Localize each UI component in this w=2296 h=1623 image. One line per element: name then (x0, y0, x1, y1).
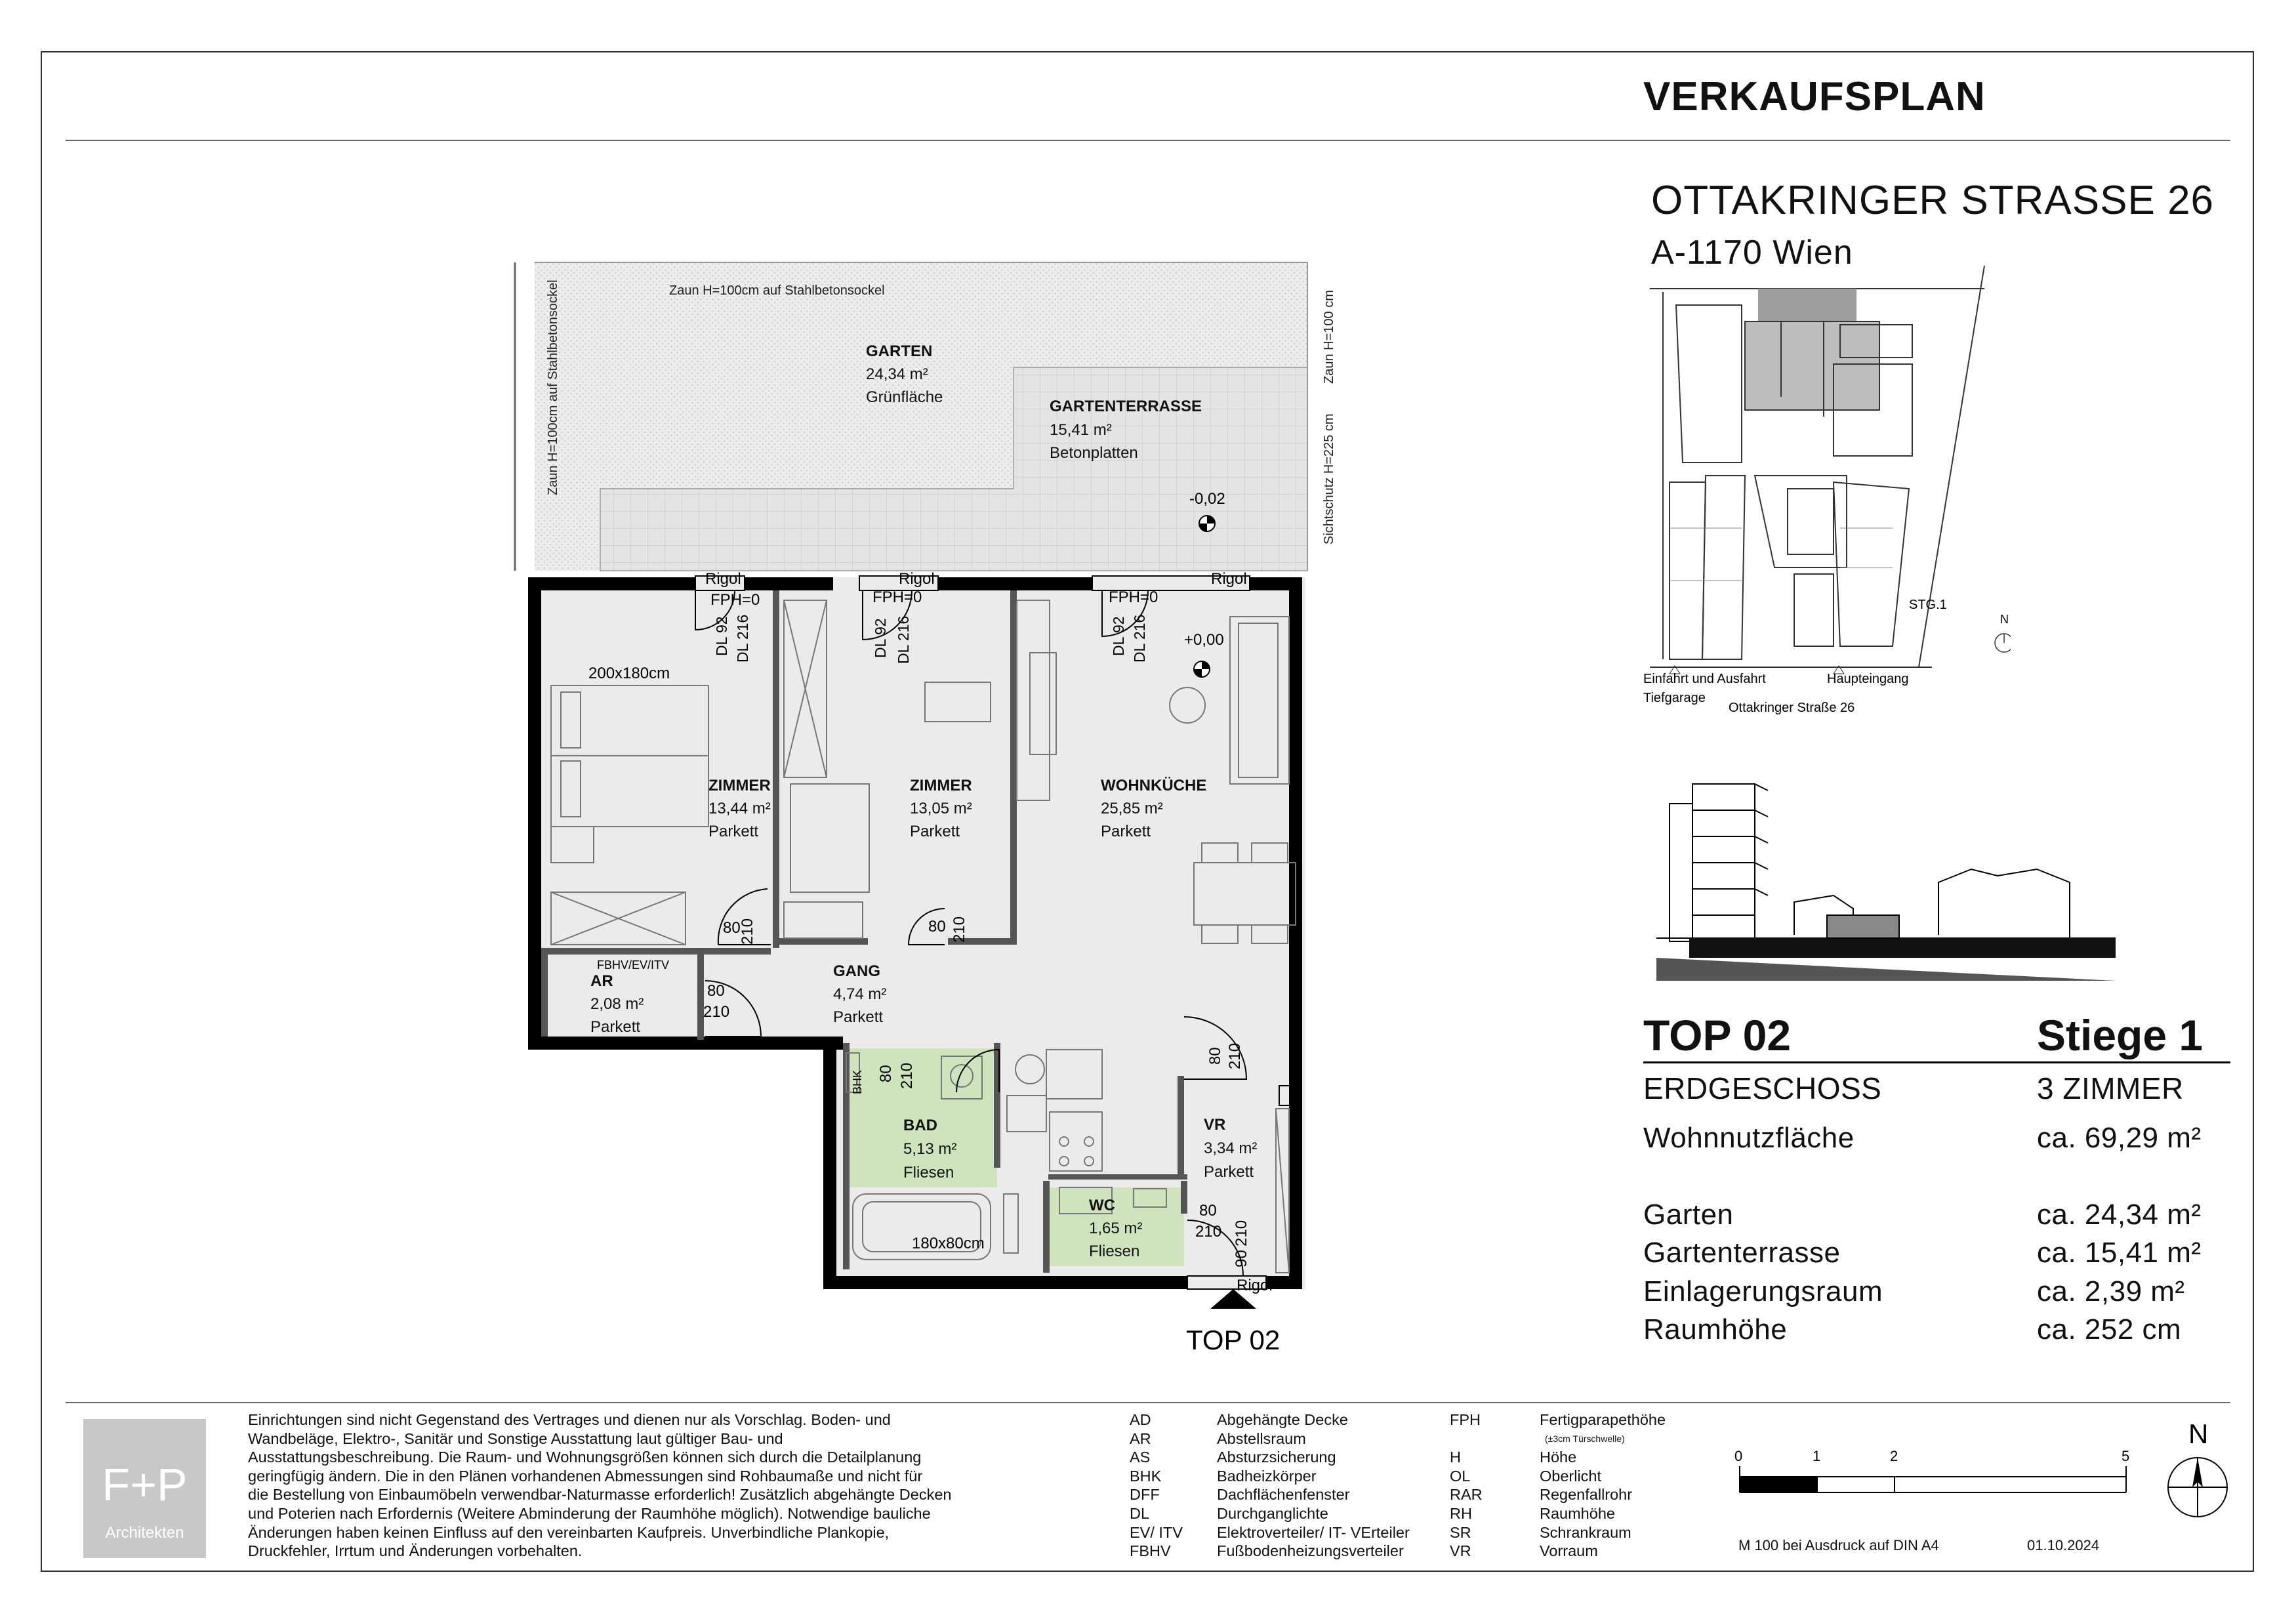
scale-tick: 0 (1734, 1448, 1743, 1464)
door-height: 210 (739, 918, 756, 945)
scale-tick: 1 (1813, 1448, 1821, 1464)
extra-terrace-label: Gartenterrasse (1643, 1237, 1841, 1269)
scale-tick: 5 (2122, 1448, 2130, 1464)
plan-date: 01.10.2024 (2027, 1537, 2100, 1553)
extra-storage-value: ca. 2,39 m² (2037, 1275, 2185, 1307)
svg-text:ZIMMER: ZIMMER (910, 777, 972, 794)
address-street: OTTAKRINGER STRASSE 26 (1651, 178, 2215, 223)
scale-bar (1725, 1440, 2152, 1499)
svg-text:13,05 m²: 13,05 m² (910, 800, 972, 817)
dl-width: DL 92 (872, 618, 889, 658)
svg-text:GANG: GANG (833, 962, 880, 980)
door-height: 210 (1233, 1220, 1250, 1246)
door-width: 80 (707, 982, 725, 1000)
door-width: 80 (928, 918, 946, 935)
svg-text:AR: AR (590, 972, 613, 990)
legal-line: Wandbeläge, Elektro-, Sanitär und Sonstige Ausstattung laut gültiger Bau- und (248, 1429, 783, 1447)
legal-line: Ausstattungsbeschreibung. Die Raum- und Wohnungsgrößen können sich durch die Detailplanung (248, 1448, 922, 1466)
fph-label: FPH=0 (710, 591, 760, 609)
door-width: 80 (723, 919, 741, 937)
dl-height: DL 216 (895, 615, 912, 664)
door-height: 210 (951, 916, 968, 943)
unit-floor: ERDGESCHOSS (1643, 1071, 1882, 1105)
door-height: 210 (898, 1062, 916, 1089)
site-main-entrance-label: Haupteingang (1827, 672, 1909, 686)
legend-abbr-col1: AD AR AS BHK DFF DL EV/ ITV FBHV (1130, 1411, 1183, 1560)
legal-line: Einrichtungen sind nicht Gegenstand des Vertrages und dienen nur als Vorschlag. Boden- und (248, 1411, 891, 1428)
legal-line: die Bestellung von Einbaumöbeln verwendbar-Naturmasse erforderlich! Zusätzlich abgehängte Decken (248, 1486, 952, 1504)
svg-text:GARTEN: GARTEN (866, 342, 933, 360)
rigol-label: Rigol (1237, 1277, 1273, 1294)
extra-terrace-value: ca. 15,41 m² (2037, 1237, 2202, 1269)
logo-subtitle: Architekten (105, 1524, 184, 1542)
svg-text:Fliesen: Fliesen (903, 1164, 954, 1181)
company-logo (83, 1419, 206, 1558)
door-width: 90 (1233, 1250, 1250, 1267)
legal-line: und Poterien nach Erfordernis (Weitere Abminderung der Raumhöhe möglich). Notwendige bauliche (248, 1504, 931, 1522)
svg-text:Parkett: Parkett (1101, 823, 1151, 840)
site-street-label: Ottakringer Straße 26 (1729, 701, 1855, 715)
door-height: 210 (1195, 1223, 1222, 1241)
svg-text:24,34 m²: 24,34 m² (866, 365, 928, 383)
svg-text:4,74 m²: 4,74 m² (833, 985, 887, 1003)
svg-text:5,13 m²: 5,13 m² (903, 1140, 957, 1158)
bed-size: 200x180cm (588, 665, 670, 682)
site-garage-label-1: Einfahrt und Ausfahrt (1643, 672, 1766, 686)
svg-text:25,85 m²: 25,85 m² (1101, 800, 1163, 817)
logo-text: F+P (102, 1459, 188, 1510)
svg-text:1,65 m²: 1,65 m² (1089, 1220, 1143, 1237)
extra-storage-label: Einlagerungsraum (1643, 1275, 1883, 1307)
svg-text:Parkett: Parkett (910, 823, 960, 840)
svg-text:3,34 m²: 3,34 m² (1204, 1140, 1258, 1157)
site-stg-label: STG.1 (1909, 598, 1947, 612)
building-section (1643, 771, 2142, 987)
dl-width: DL 92 (713, 616, 730, 656)
unit-stair: Stiege 1 (2037, 1011, 2204, 1059)
svg-text:WOHNKÜCHE: WOHNKÜCHE (1101, 777, 1207, 794)
dl-height: DL 216 (734, 614, 751, 663)
unit-label: TOP 02 (1186, 1325, 1281, 1355)
living-area-label: Wohnnutzfläche (1643, 1122, 1855, 1154)
legal-disclaimer (248, 1410, 983, 1561)
bhk-label: BHK (851, 1069, 864, 1094)
legend-abbr-col2: FPH H OL RAR RH SR VR (1450, 1411, 1483, 1560)
rigol-label: Rigol (705, 570, 741, 588)
svg-text:Parkett: Parkett (590, 1018, 641, 1036)
site-north-label: N (2000, 613, 2009, 626)
legend-desc-col2: Fertigparapethöhe (±3cm Türschwelle) Höhe Oberlicht Regenfallrohr Raumhöhe Schrankraum Vorraum (1540, 1411, 1666, 1560)
fph-label: FPH=0 (872, 588, 922, 606)
extra-height-label: Raumhöhe (1643, 1313, 1788, 1346)
door-height: 210 (1226, 1042, 1244, 1069)
svg-text:VR: VR (1204, 1116, 1226, 1134)
level-garden: -0,02 (1189, 490, 1225, 508)
extra-height-value: ca. 252 cm (2037, 1313, 2182, 1346)
svg-text:Parkett: Parkett (1204, 1163, 1254, 1181)
legal-line: Änderungen haben keinen Einfluss auf den vereinbarten Kaufpreis. Unverbindliche Plankopie, (248, 1523, 890, 1541)
door-width: 80 (1199, 1202, 1217, 1220)
fence-left-text: Zaun H=100cm auf Stahlbetonsockel (546, 279, 560, 495)
extra-garden-value: ca. 24,34 m² (2037, 1199, 2202, 1231)
north-label: N (2188, 1418, 2209, 1449)
svg-text:GARTENTERRASSE: GARTENTERRASSE (1050, 398, 1202, 415)
svg-text:Parkett: Parkett (708, 823, 759, 840)
page-title: VERKAUFSPLAN (1643, 74, 1986, 119)
rigol-label: Rigol (1211, 570, 1247, 588)
svg-text:Betonplatten: Betonplatten (1050, 444, 1138, 462)
unit-underline (1643, 1061, 2230, 1063)
living-area-value: ca. 69,29 m² (2037, 1122, 2202, 1154)
fph-label: FPH=0 (1109, 588, 1158, 606)
fbhv-label: FBHV/EV/ITV (597, 958, 670, 972)
level-interior: +0,00 (1184, 631, 1224, 649)
fence-right-text: Zaun H=100 cm (1322, 290, 1336, 384)
privacy-right-text: Sichtschutz H=225 cm (1322, 413, 1336, 544)
svg-text:Fliesen: Fliesen (1089, 1243, 1140, 1260)
room-hallway (833, 962, 886, 1026)
garden-area (515, 262, 1307, 571)
unit-top: TOP 02 (1643, 1011, 1792, 1059)
svg-text:ZIMMER: ZIMMER (708, 777, 771, 794)
legal-line: geringfügig ändern. Die in den Plänen vorhandenen Abmessungen sind Rohbaumaße und nicht für (248, 1467, 923, 1485)
fence-top-text: Zaun H=100cm auf Stahlbetonsockel (669, 283, 885, 298)
door-width: 80 (877, 1065, 895, 1082)
unit-rooms-count: 3 ZIMMER (2037, 1071, 2184, 1105)
legend-desc-col1: Abgehängte Decke Abstellsraum Absturzsicherung Badheizkörper Dachflächenfenster Durchganglichte Elektroverteiler/ IT- VErteiler Fußbodenheizungsverteiler (1217, 1411, 1410, 1560)
address-city: A-1170 Wien (1651, 234, 1853, 272)
svg-text:15,41 m²: 15,41 m² (1050, 421, 1112, 439)
bathtub-size: 180x80cm (912, 1235, 985, 1252)
svg-text:Grünfläche: Grünfläche (866, 388, 943, 406)
legal-line: Druckfehler, Irrtum und Änderungen vorbehalten. (248, 1542, 583, 1560)
dl-height: DL 216 (1131, 614, 1148, 663)
north-arrow-icon (2165, 1414, 2230, 1525)
site-garage-label-2: Tiefgarage (1643, 691, 1706, 705)
site-plan-map (1643, 266, 2011, 718)
svg-text:Parkett: Parkett (833, 1008, 884, 1026)
scale-tick: 2 (1890, 1448, 1898, 1464)
door-height: 210 (703, 1003, 730, 1021)
svg-text:WC: WC (1089, 1197, 1115, 1214)
rigol-label: Rigol (899, 570, 935, 588)
door-width: 80 (1206, 1047, 1224, 1065)
scale-note: M 100 bei Ausdruck auf DIN A4 (1738, 1537, 1939, 1553)
svg-text:13,44 m²: 13,44 m² (708, 800, 771, 817)
extra-garden-label: Garten (1643, 1199, 1734, 1231)
svg-text:2,08 m²: 2,08 m² (590, 995, 644, 1013)
dl-width: DL 92 (1110, 616, 1127, 656)
svg-text:BAD: BAD (903, 1117, 937, 1134)
